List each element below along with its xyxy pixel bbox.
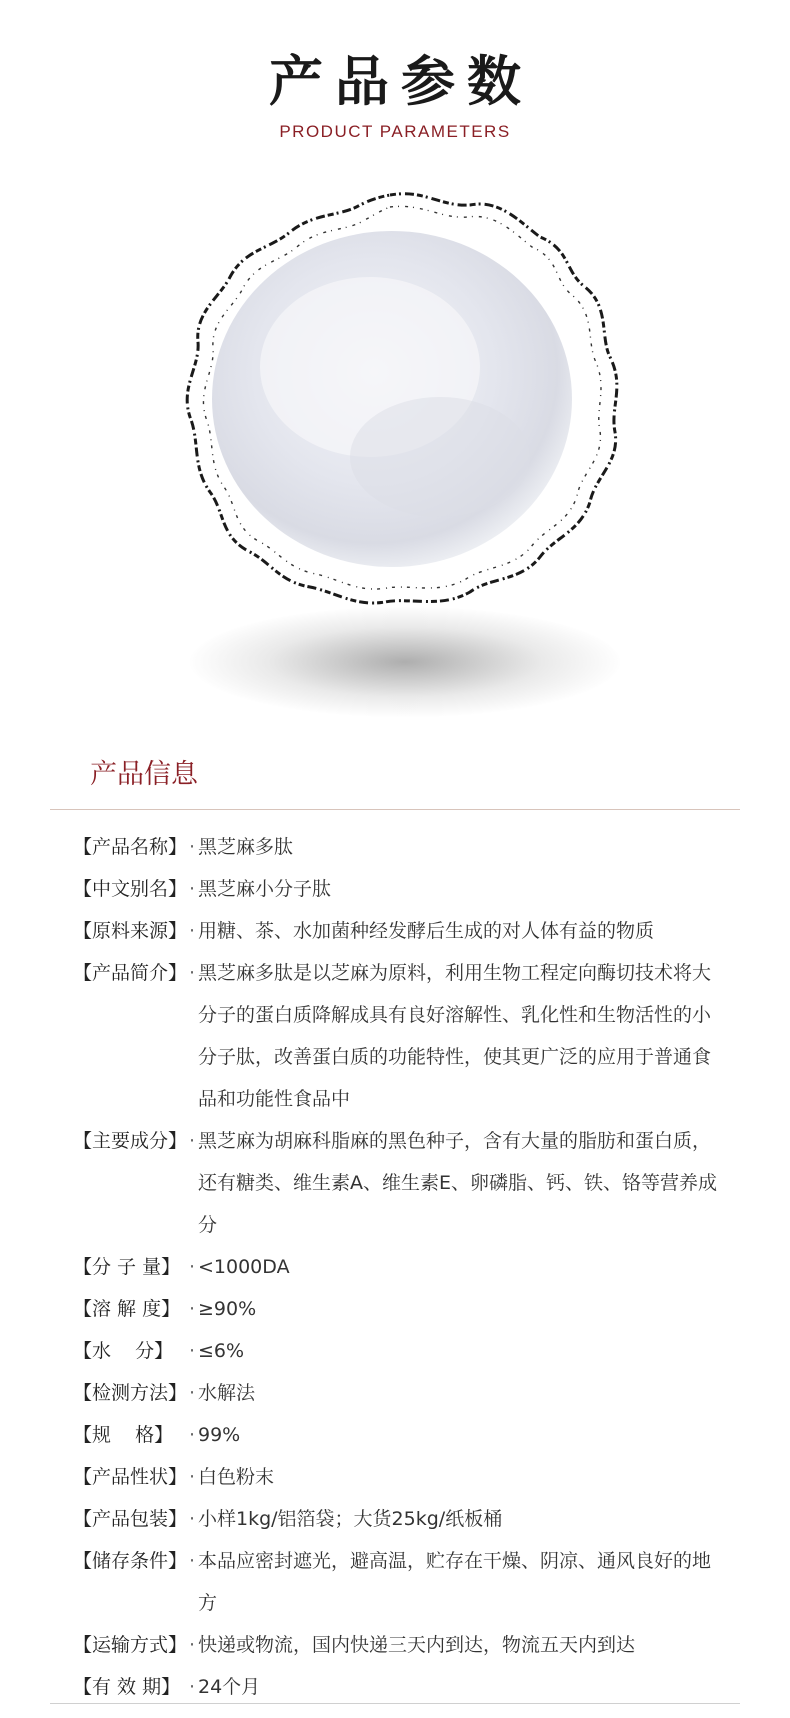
param-label: 【分 子 量】 xyxy=(73,1256,181,1278)
param-separator: · xyxy=(188,878,196,900)
param-value: 白色粉末 xyxy=(198,1466,275,1488)
param-row xyxy=(0,1372,790,1414)
param-row xyxy=(0,1330,790,1372)
param-value: 黑芝麻多肽 xyxy=(198,836,294,858)
param-label: 【中文别名】 xyxy=(73,878,188,900)
param-value: <1000DA xyxy=(198,1256,290,1278)
param-row xyxy=(0,826,790,868)
param-separator: · xyxy=(188,1298,196,1320)
param-value: 24个月 xyxy=(198,1676,261,1698)
product-image xyxy=(0,162,790,702)
param-label: 【产品简介】 xyxy=(73,962,188,984)
param-row xyxy=(0,1498,790,1540)
param-row xyxy=(0,1456,790,1498)
param-label: 【产品包装】 xyxy=(73,1508,188,1530)
param-row xyxy=(0,952,790,1120)
section-divider xyxy=(50,809,740,810)
param-separator: · xyxy=(188,836,196,858)
param-label: 【有 效 期】 xyxy=(73,1676,181,1698)
param-separator: · xyxy=(188,962,196,984)
page-subtitle: PRODUCT PARAMETERS xyxy=(279,122,511,141)
param-row xyxy=(0,1120,790,1246)
params-list xyxy=(0,826,790,1708)
powder-shadow xyxy=(190,607,620,717)
param-separator: · xyxy=(188,1256,196,1278)
param-value: 用糖、茶、水加菌种经发酵后生成的对人体有益的物质 xyxy=(198,920,655,942)
param-row xyxy=(0,1540,790,1624)
param-separator: · xyxy=(188,1634,196,1656)
powder-pile-illustration xyxy=(140,177,640,617)
param-row xyxy=(0,1666,790,1708)
param-label: 【主要成分】 xyxy=(73,1130,188,1152)
param-value: ≤6% xyxy=(198,1340,245,1362)
section-title: 产品信息 xyxy=(90,759,198,790)
param-value: 黑芝麻多肽是以芝麻为原料，利用生物工程定向酶切技术将大分子的蛋白质降解成具有良好溶解性、乳化性和生物活性的小分子肽，改善蛋白质的功能特性，使其更广泛的应用于普通食品和功能性食品中 xyxy=(198,962,712,1110)
param-value: ≥90% xyxy=(198,1298,257,1320)
param-row xyxy=(0,1288,790,1330)
param-separator: · xyxy=(188,1382,196,1404)
param-separator: · xyxy=(188,1508,196,1530)
param-separator: · xyxy=(188,1130,196,1152)
param-label: 【原料来源】 xyxy=(73,920,188,942)
param-value: 黑芝麻小分子肽 xyxy=(198,878,332,900)
param-value: 黑芝麻为胡麻科脂麻的黑色种子，含有大量的脂肪和蛋白质，还有糖类、维生素A、维生素E、卵磷脂、钙、铁、铬等营养成分 xyxy=(198,1130,718,1236)
param-label: 【检测方法】 xyxy=(73,1382,188,1404)
param-row xyxy=(0,868,790,910)
param-separator: · xyxy=(188,1340,196,1362)
param-value: 水解法 xyxy=(198,1382,256,1404)
param-row xyxy=(0,1414,790,1456)
param-value: 小样1kg/铝箔袋；大货25kg/纸板桶 xyxy=(198,1508,503,1530)
page-header xyxy=(0,0,790,142)
page-title: 产品参数 xyxy=(269,50,533,113)
param-label: 【水 分】 xyxy=(73,1340,174,1362)
param-row xyxy=(0,1246,790,1288)
param-label: 【溶 解 度】 xyxy=(73,1298,181,1320)
param-separator: · xyxy=(188,1424,196,1446)
param-row xyxy=(0,910,790,952)
param-separator: · xyxy=(188,1550,196,1572)
param-label: 【运输方式】 xyxy=(73,1634,188,1656)
param-row xyxy=(0,1624,790,1666)
param-value: 快递或物流，国内快递三天内到达，物流五天内到达 xyxy=(198,1634,636,1656)
param-label: 【产品名称】 xyxy=(73,836,188,858)
param-separator: · xyxy=(188,920,196,942)
param-value: 99% xyxy=(198,1424,241,1446)
param-label: 【储存条件】 xyxy=(73,1550,188,1572)
param-separator: · xyxy=(188,1676,196,1698)
bottom-divider xyxy=(50,1703,740,1704)
param-label: 【规 格】 xyxy=(73,1424,174,1446)
param-label: 【产品性状】 xyxy=(73,1466,188,1488)
param-value: 本品应密封遮光，避高温，贮存在干燥、阴凉、通风良好的地方 xyxy=(198,1550,712,1614)
param-separator: · xyxy=(188,1466,196,1488)
